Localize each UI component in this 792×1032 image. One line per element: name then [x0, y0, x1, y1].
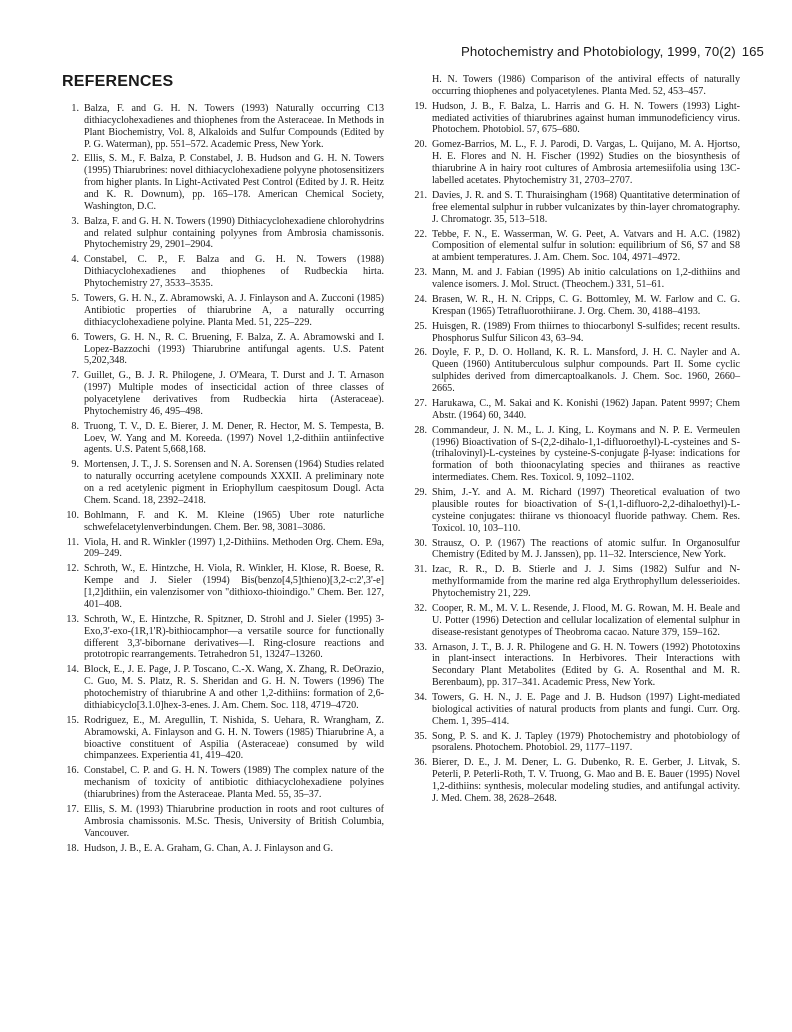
reference-text: Hudson, J. B., E. A. Graham, G. Chan, A. J. Finlayson and G. — [84, 842, 333, 854]
reference-text: Towers, G. H. N., Z. Abramowski, A. J. Finlayson and A. Zucconi (1985) Antibiotic properties of thiarubrine A, a naturally occurring dithiacyclohexadiene polyine. Planta Med. 51, 225–229. — [84, 293, 384, 328]
reference-text: Huisgen, R. (1989) From thiirnes to thiocarbonyl S-sulfides; recent results. Phosphorus Sulfur Silicon 43, 63–94. — [432, 320, 740, 344]
references-column-left — [62, 103, 384, 857]
reference-text: Ellis, S. M., F. Balza, P. Constabel, J. B. Hudson and G. H. N. Towers (1995) Thiarubrines: novel dithiacyclohexadiene polyyne photosensitizers from higher plants. In Light-Activated Pest Control (Edited by J. R. Heitz and K. R. Downum), pp. 165–178. American Chemical Society, Washington, D.C. — [84, 153, 384, 212]
reference-item — [404, 564, 740, 600]
reference-number: 22. — [414, 228, 427, 240]
running-head — [461, 44, 764, 59]
reference-number: 35. — [414, 730, 427, 742]
reference-number: 26. — [414, 347, 427, 359]
reference-number: 14. — [66, 664, 79, 676]
reference-text: Commandeur, J. N. M., L. J. King, L. Koymans and N. P. E. Vermeulen (1996) Bioactivation of S-(2,2-dihalo-1,1-difluoroethyl)-L-cysteines and S-(trihalovinyl)-L-cysteines by cysteine-S-conjugate β-lyase: indications for formation of both thioonacylating species and thiiranes as reactive intermediates. Chem. Res. Toxicol. 9, 1092–1102. — [432, 424, 740, 484]
reference-text: Rodriguez, E., M. Aregullin, T. Nishida, S. Uehara, R. Wrangham, Z. Abramowski, A. Finlayson and G. H. N. Towers (1985) Thiarubrine A, a bioactive constituent of Aspilia (Asteraceae) consumed by wild chimpanzees. Experientia 41, 419–420. — [84, 714, 384, 762]
reference-item — [404, 487, 740, 534]
reference-text: Davies, J. R. and S. T. Thuraisingham (1968) Quantitative determination of free elemental sulphur in rubber vulcanizates by thin-layer chromatography. J. Chromatogr. 35, 513–518. — [432, 189, 740, 225]
reference-text: Mann, M. and J. Fabian (1995) Ab initio calculations on 1,2-dithiins and valence isomers. J. Mol. Struct. (Theochem.) 331, 51–61. — [432, 267, 740, 290]
reference-text: Schroth, W., E. Hintzche, R. Spitzner, D. Strohl and J. Sieler (1995) 3-Exo,3'-exo-(1R,1'R)-bithiocamphor—a versatile source for functionally different 3,3'-bibornane derivatives—I. Ring-closure reactions and prototropic rearrangements. Tetrahedron 51, 13247–13260. — [84, 613, 384, 661]
reference-item — [62, 370, 384, 417]
reference-item — [404, 757, 740, 804]
reference-item — [404, 692, 740, 728]
reference-text: Harukawa, C., M. Sakai and K. Konishi (1962) Japan. Patent 9997; Chem Abstr. (1964) 60, 3440. — [432, 397, 740, 421]
reference-number: 15. — [66, 714, 79, 726]
reference-text: Ellis, S. M. (1993) Thiarubrine production in roots and root cultures of Ambrosia chamissonis. M.Sc. Thesis, University of British Columbia, Vancouver. — [84, 803, 384, 839]
reference-item — [62, 804, 384, 840]
reference-item — [404, 267, 740, 291]
reference-text: Bohlmann, F. and K. M. Kleine (1965) Uber rote naturliche schwefelacetylenverbindungen. Chem. Ber. 98, 3081–3086. — [84, 509, 384, 533]
journal-citation: Photochemistry and Photobiology, 1999, 70(2) — [461, 44, 736, 59]
reference-text: Towers, G. H. N., R. C. Bruening, F. Balza, Z. A. Abramowski and I. Lopez-Bazzochi (1993) Thiarubrine antifungal agents. U.S. Patent 5,202,348. — [84, 331, 384, 367]
reference-item — [404, 294, 740, 318]
reference-text: Constabel, C. P. and G. H. N. Towers (1989) The complex nature of the mechanism of toxicity of antibiotic dithiacyclohexadiene polyines (thiarubrines) from the Asteraceae. Planta Med. 55, 35–37. — [84, 765, 384, 800]
reference-item — [404, 190, 740, 226]
reference-item — [404, 139, 740, 186]
reference-continuation-text: H. N. Towers (1986) Comparison of the antiviral effects of naturally occurring thiophenes and polyacetylenes. Planta Med. 52, 453–457. — [432, 74, 740, 97]
reference-number: 16. — [66, 765, 79, 777]
reference-text: Towers, G. H. N., J. E. Page and J. B. Hudson (1997) Light-mediated biological activities of natural products from plants and fungi. Curr. Org. Chem. 1, 395–414. — [432, 692, 740, 727]
reference-text: Hudson, J. B., F. Balza, L. Harris and G. H. N. Towers (1993) Light-mediated activities of thiarubrines against human immunodeficiency virus. Photochem. Photobiol. 57, 675–680. — [432, 100, 740, 136]
references-column-right — [404, 74, 740, 808]
reference-number: 34. — [414, 692, 427, 703]
reference-item — [404, 347, 740, 394]
reference-number: 32. — [414, 602, 427, 614]
reference-number: 5. — [71, 293, 79, 305]
reference-text: Viola, H. and R. Winkler (1997) 1,2-Dithiins. Methoden Org. Chem. E9a, 209–249. — [84, 536, 384, 560]
reference-number: 21. — [414, 189, 427, 201]
reference-item — [62, 421, 384, 457]
reference-number: 3. — [71, 215, 79, 227]
reference-number: 11. — [66, 536, 79, 548]
reference-text: Mortensen, J. T., J. S. Sorensen and N. A. Sorensen (1964) Studies related to naturally occurring acetylene compounds XXXII. A preliminary note on a red acetylenic pigment in Eriophyllum caespitosum Dougl. Acta Chem. Scand. 18, 2392–2418. — [84, 459, 384, 506]
reference-number: 6. — [71, 331, 79, 343]
reference-text: Cooper, R. M., M. V. L. Resende, J. Flood, M. G. Rowan, M. H. Beale and U. Potter (1996) Detection and cellular localization of elemental sulphur in disease-resistant genotypes of Theobroma cacao. Nature 379, 159–162. — [432, 602, 740, 638]
reference-item — [404, 603, 740, 639]
reference-item — [62, 563, 384, 610]
reference-text: Schroth, W., E. Hintzche, H. Viola, R. Winkler, H. Klose, R. Boese, R. Kempe and J. Sieler (1994) Bis(benzo[4,5]thieno)[3,2-c:2',3'-e][1,2]dithiin, ein valenzisomer von "dithioxo-thioindigo." Chem. Ber. 127, 401–408. — [84, 563, 384, 610]
reference-item — [62, 537, 384, 561]
reference-text: Bierer, D. E., J. M. Dener, L. G. Dubenko, R. E. Gerber, J. Litvak, S. Peterli, P. Peterli-Roth, T. V. Truong, G. Mao and B. E. Bauer (1995) Novel 1,2-dithiins: synthesis, molecular modeling studies, and antifungal activity. J. Med. Chem. 38, 2628–2648. — [432, 757, 740, 804]
reference-text: Tebbe, F. N., E. Wasserman, W. G. Peet, A. Vatvars and H. A.C. (1982) Composition of elemental sulfur in solution: equilibrium of S6, S7 and S8 at ambient temperatures. J. Am. Chem. Soc. 104, 4971–4972. — [432, 228, 740, 264]
reference-item — [404, 398, 740, 422]
reference-text: Gomez-Barrios, M. L., F. J. Parodi, D. Vargas, L. Quijano, M. A. Hjortso, H. E. Flores and N. H. Fischer (1992) Studies on the biosynthesis of thiarubrine A in hairy root cultures of Ambrosia artemesiifolia using 13C-labelled acetates. Phytochemistry 31, 2703–2707. — [432, 139, 740, 186]
reference-number: 13. — [66, 613, 79, 625]
reference-number: 2. — [71, 153, 79, 165]
reference-item — [62, 510, 384, 534]
reference-number: 28. — [414, 424, 427, 436]
reference-item — [404, 538, 740, 562]
reference-item — [404, 425, 740, 484]
reference-item — [62, 664, 384, 711]
reference-item — [62, 843, 384, 855]
reference-number: 33. — [414, 641, 427, 653]
reference-item — [62, 254, 384, 290]
reference-number: 23. — [414, 267, 427, 279]
reference-item — [62, 614, 384, 661]
reference-item — [62, 293, 384, 329]
reference-text: Song, P. S. and K. J. Tapley (1979) Photochemistry and photobiology of psoralens. Photochem. Photobiol. 29, 1177–1197. — [432, 730, 740, 754]
reference-item — [62, 765, 384, 801]
reference-text: Arnason, J. T., B. J. R. Philogene and G. H. N. Towers (1992) Phototoxins in plant-insect interactions. In Herbivores. Their Interactions with Secondary Plant Metabolites (Edited by G. A. Rosenthal and M. R. Berenbaum), pp. 317–341. Academic Press, New York. — [432, 641, 740, 689]
reference-number: 24. — [414, 293, 427, 305]
reference-number: 8. — [71, 420, 79, 432]
reference-number: 19. — [414, 100, 427, 112]
reference-text: Truong, T. V., D. E. Bierer, J. M. Dener, R. Hector, M. S. Tempesta, B. Loev, W. Yang and M. Koreeda. (1997) Novel 1,2-dithiin antiinfective agents. U.S. Patent 5,668,168. — [84, 420, 384, 456]
reference-item — [404, 101, 740, 137]
reference-text: Shim, J.-Y. and A. M. Richard (1997) Theoretical evaluation of two plausible routes for bioactivation of S-(1,1-difluoro-2,2-dihaloethyl)-L-cysteine conjugates: thiirane vs thionoacyl fluoride pathway. Chem. Res. Toxicol. 10, 103–110. — [432, 487, 740, 534]
reference-item — [62, 715, 384, 762]
reference-number: 36. — [414, 757, 427, 769]
reference-text: Brasen, W. R., H. N. Cripps, C. G. Bottomley, M. W. Farlow and C. G. Krespan (1965) Tetrafluorothiirane. J. Org. Chem. 30, 4188–4193. — [432, 293, 740, 317]
reference-text: Constabel, C. P., F. Balza and G. H. N. Towers (1988) Dithiacyclohexadienes and thiophenes of Rudbeckia hirta. Phytochemistry 27, 3533–3535. — [84, 254, 384, 290]
reference-text: Balza, F. and G. H. N. Towers (1990) Dithiacyclohexadiene chlorohydrins and related sulphur containing polyynes from Ambrosia chamissonis. Phytochemistry 29, 2901–2904. — [84, 215, 384, 251]
reference-item — [404, 229, 740, 265]
reference-item — [62, 216, 384, 252]
reference-number: 20. — [414, 139, 427, 151]
references-list-right — [404, 101, 740, 805]
page-number: 165 — [741, 44, 764, 59]
reference-number: 17. — [66, 803, 79, 815]
reference-item — [62, 153, 384, 212]
reference-number: 7. — [71, 370, 79, 382]
reference-number: 12. — [66, 563, 79, 575]
reference-number: 25. — [414, 320, 427, 332]
reference-number: 29. — [414, 487, 427, 499]
reference-number: 27. — [414, 397, 427, 409]
reference-text: Guillet, G., B. J. R. Philogene, J. O'Meara, T. Durst and J. T. Arnason (1997) Multiple modes of insecticidal action of three classes of polyacetylene derivatives from Rudbeckia hirta (Asteraceae). Phytochemistry 46, 495–498. — [84, 370, 384, 417]
reference-number: 4. — [71, 254, 79, 266]
reference-item — [404, 321, 740, 345]
reference-number: 18. — [66, 842, 79, 854]
reference-number: 10. — [66, 509, 79, 521]
section-title: REFERENCES — [62, 73, 174, 90]
reference-number: 31. — [414, 564, 427, 576]
reference-item — [62, 103, 384, 150]
reference-item — [404, 642, 740, 689]
reference-number: 30. — [414, 537, 427, 549]
reference-item — [62, 332, 384, 368]
reference-item — [404, 731, 740, 755]
reference-number: 9. — [71, 459, 79, 471]
reference-continuation — [404, 74, 740, 98]
reference-text: Block, E., J. E. Page, J. P. Toscano, C.-X. Wang, X. Zhang, R. DeOrazio, C. Guo, M. S. Platz, R. S. Sheridan and G. H. N. Towers (1996) The photochemistry of thiarubrine A and other 1,2-dithiins: formation of 2,6-dithiabicyclo[3.1.0]hex-3-enes. J. Am. Chem. Soc. 118, 4719–4720. — [84, 664, 384, 711]
reference-text: Strausz, O. P. (1967) The reactions of atomic sulfur. In Organosulfur Chemistry (Edited by M. J. Janssen), pp. 11–32. Interscience, New York. — [432, 537, 740, 561]
reference-item — [62, 459, 384, 506]
reference-text: Izac, R. R., D. B. Stierle and J. J. Sims (1982) Sulfur and N-methylformamide from the marine red alga Erythrophyllum delesserioides. Phytochemistry 21, 229. — [432, 564, 740, 599]
reference-text: Balza, F. and G. H. N. Towers (1993) Naturally occurring C13 dithiacyclohexadienes and thiophenes from the Asteraceae. In Methods in Plant Biochemistry, Vol. 8, Alkaloids and Sulfur Compounds (Edited by P. G. Waterman), pp. 551–572. Academic Press, New York. — [84, 103, 384, 150]
reference-text: Doyle, F. P., D. O. Holland, K. R. L. Mansford, J. H. C. Nayler and A. Queen (1960) Antituberculous sulphur compounds. Part II. Some cyclic sulphides derived from dimercaptoalkanols. J. Chem. Soc. 1960, 2660–2665. — [432, 347, 740, 394]
reference-number: 1. — [71, 103, 79, 114]
